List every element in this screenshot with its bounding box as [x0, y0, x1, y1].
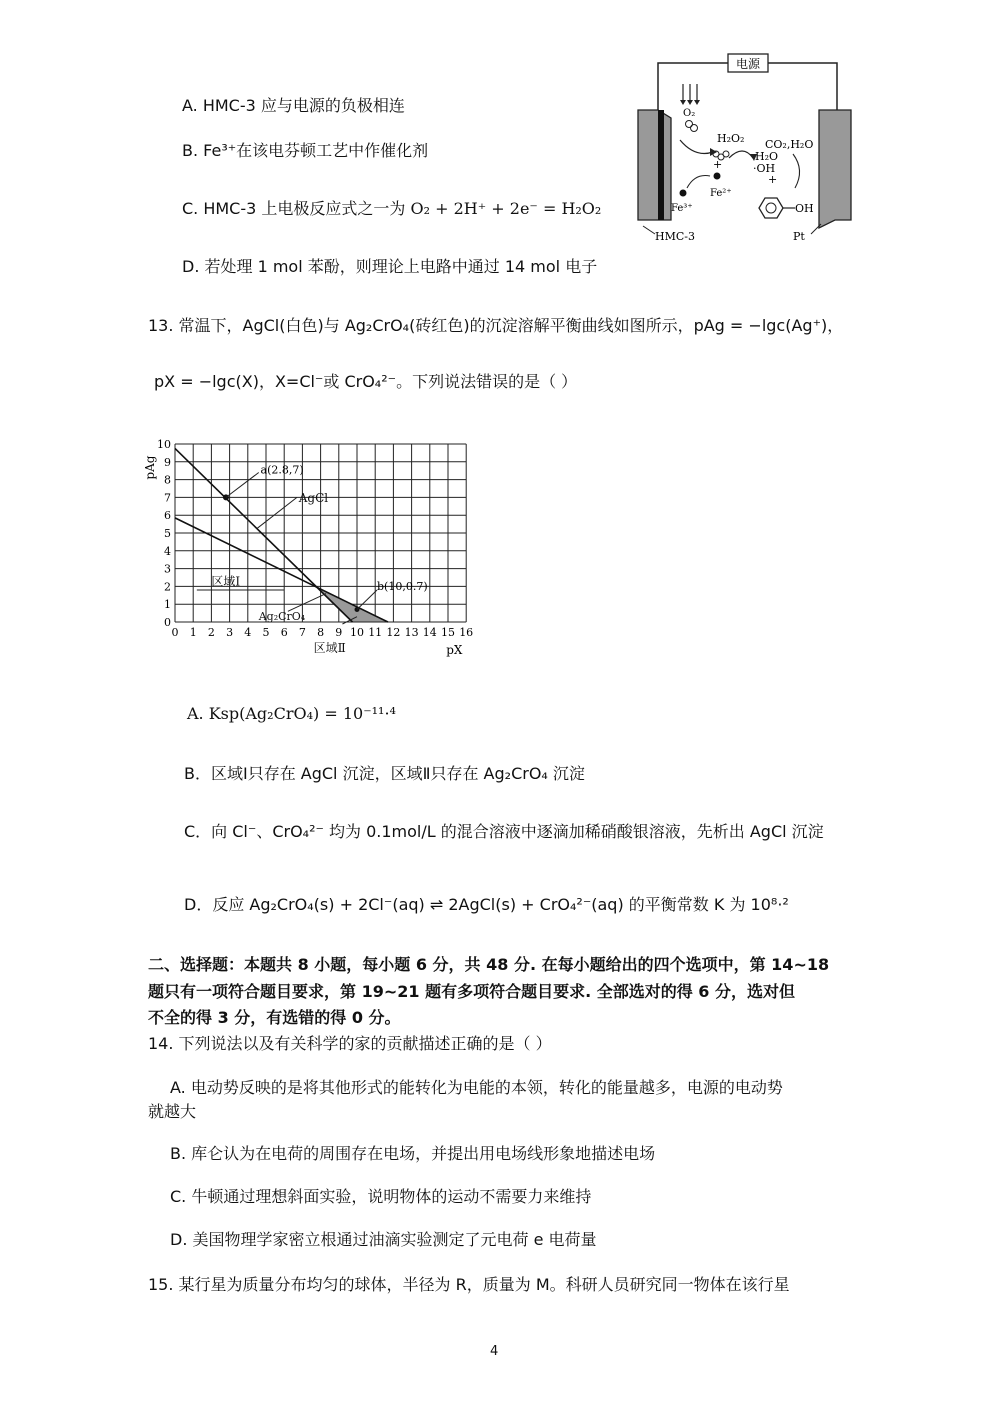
annotation-leader	[357, 590, 377, 610]
x-tick-label: 16	[459, 626, 474, 639]
x-tick-label: 13	[404, 626, 419, 639]
fe2-particle	[714, 173, 721, 180]
q12-option-c-equation: O₂ + 2H⁺ + 2e⁻ = H₂O₂	[410, 199, 602, 218]
x-tick-label: 12	[386, 626, 401, 639]
hmc3-label: HMC-3	[655, 230, 695, 243]
phenol-ring	[759, 198, 783, 218]
page-number: 4	[490, 1344, 499, 1359]
y-tick-label: 9	[164, 455, 171, 469]
q13-option-b: B．区域Ⅰ只存在 AgCl 沉淀，区域Ⅱ只存在 Ag₂CrO₄ 沉淀	[184, 764, 585, 783]
y-tick-label: 2	[164, 580, 171, 594]
x-tick-label: 15	[441, 626, 455, 639]
h2o-label: H₂O	[755, 150, 779, 163]
series-label: Ag₂CrO₄	[258, 610, 306, 624]
q15-stem: 15. 某行星为质量分布均匀的球体，半径为 R，质量为 M。科研人员研究同一物体在该行星	[148, 1275, 790, 1294]
co2-h2o-label: CO₂,H₂O	[765, 138, 814, 151]
y-tick-label: 4	[164, 544, 171, 558]
q14-option-a-line1: A. 电动势反映的是将其他形式的能转化为电能的本领，转化的能量越多，电源的电动势	[170, 1078, 783, 1097]
region-label: 区域Ⅱ	[313, 641, 346, 655]
x-tick-label: 8	[317, 626, 325, 639]
fe3-particle	[680, 190, 687, 197]
x-tick-label: 6	[280, 626, 288, 639]
hmc3-electrode	[638, 110, 671, 220]
x-tick-label: 5	[262, 626, 270, 639]
annotation-leader	[257, 497, 297, 528]
x-tick-label: 11	[368, 626, 383, 639]
x-axis-label: pX	[446, 643, 463, 657]
annotation-leader	[226, 472, 259, 497]
x-tick-label: 4	[244, 626, 252, 639]
electrolysis-diagram	[625, 48, 875, 248]
plus-sign: +	[768, 173, 778, 186]
q12-option-c	[182, 199, 601, 219]
x-tick-label: 3	[226, 626, 234, 639]
plus-sign: +	[713, 158, 723, 171]
q12-option-a: A. HMC-3 应与电源的负极相连	[182, 96, 405, 115]
region-label: 区域Ⅰ	[211, 574, 241, 589]
q12-option-d: D. 若处理 1 mol 苯酚，则理论上电路中通过 14 mol 电子	[182, 257, 598, 276]
x-tick-label: 14	[422, 626, 437, 639]
x-tick-label: 1	[189, 626, 197, 639]
y-tick-label: 0	[164, 616, 171, 629]
o2-label: O₂	[683, 108, 696, 119]
q13-option-d: D．反应 Ag₂CrO₄(s) + 2Cl⁻(aq) ⇌ 2AgCl(s) + CrO₄²⁻(aq) 的平衡常数 K 为 10⁸·²	[184, 895, 789, 914]
q14-option-c: C. 牛顿通过理想斜面实验，说明物体的运动不需要力来维持	[170, 1187, 592, 1206]
hydroxyl-radical-label: ·OH	[753, 162, 776, 175]
section2-line1: 二、选择题：本题共 8 小题，每小题 6 分，共 48 分. 在每小题给出的四个选项中，第 14~18	[148, 955, 830, 974]
section2-line3: 不全的得 3 分，有选错的得 0 分。	[148, 1008, 401, 1027]
x-tick-label: 9	[335, 626, 343, 639]
q13-option-a: A. Ksp(Ag₂CrO₄) = 10⁻¹¹·⁴	[187, 704, 396, 723]
point-label: a(2.8,7)	[260, 463, 304, 477]
series-label: AgCl	[298, 490, 329, 505]
y-tick-label: 7	[164, 491, 171, 505]
y-tick-label: 1	[164, 598, 171, 612]
y-axis-label: pAg	[143, 455, 157, 480]
x-tick-label: 2	[207, 626, 215, 639]
y-tick-label: 8	[164, 473, 171, 487]
fe2-label: Fe²⁺	[710, 188, 732, 199]
q14-option-b: B. 库仑认为在电荷的周围存在电场，并提出用电场线形象地描述电场	[170, 1144, 656, 1163]
y-tick-label: 10	[157, 438, 171, 451]
x-tick-label: 7	[298, 626, 306, 639]
q14-option-a-line2: 就越大	[148, 1102, 197, 1121]
pt-electrode	[819, 110, 851, 228]
hydroxyl-group-label: OH	[795, 202, 814, 215]
y-tick-label: 5	[164, 527, 171, 540]
q12-option-c-text: C. HMC-3 上电极反应式之一为	[182, 199, 406, 218]
section2-line2: 题只有一项符合题目要求，第 19~21 题有多项符合题目要求. 全部选对的得 6 分，选对但	[148, 982, 796, 1001]
pt-label: Pt	[793, 230, 805, 243]
q13-option-c: C．向 Cl⁻、CrO₄²⁻ 均为 0.1mol/L 的混合溶液中逐滴加稀硝酸银溶液，先析出 AgCl 沉淀	[184, 822, 824, 841]
q14-option-d: D. 美国物理学家密立根通过油滴实验测定了元电荷 e 电荷量	[170, 1230, 597, 1249]
x-tick-label: 0	[171, 626, 179, 639]
q12-option-b: B. Fe³⁺在该电芬顿工艺中作催化剂	[182, 141, 429, 160]
h2o2-label: H₂O₂	[717, 132, 745, 145]
y-tick-label: 3	[164, 562, 171, 576]
q14-stem: 14. 下列说法以及有关科学的家的贡献描述正确的是（ ）	[148, 1034, 552, 1053]
q13-stem-line2: pX = −lgc(X)，X=Cl⁻或 CrO₄²⁻。下列说法错误的是（ ）	[154, 372, 578, 391]
point-label: b(10,0.7)	[377, 579, 428, 593]
q13-stem-line1: 13. 常温下，AgCl(白色)与 Ag₂CrO₄(砖红色)的沉淀溶解平衡曲线如图所示，pAg = −lgc(Ag⁺)，	[148, 316, 844, 335]
x-tick-label: 10	[350, 626, 364, 639]
fe3-label: Fe³⁺	[671, 203, 693, 214]
y-tick-label: 6	[164, 509, 171, 523]
power-source-label: 电源	[735, 57, 761, 71]
solubility-chart	[140, 432, 490, 662]
